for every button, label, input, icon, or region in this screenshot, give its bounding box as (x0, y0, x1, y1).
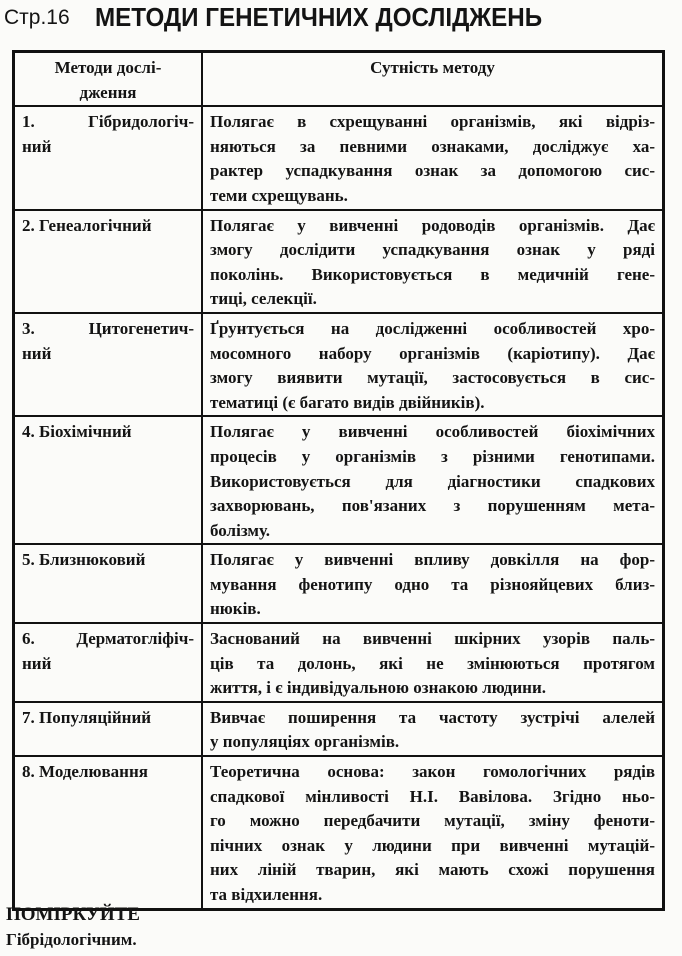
text-line: няються за певними ознаками, досліджує ха- (210, 136, 655, 156)
text-line: 5. Близнюковий (22, 550, 146, 570)
table-row (14, 416, 664, 544)
text-line: у популяціях організмів. (210, 732, 400, 752)
text-line: Вивчає поширення та частоту зустрічі алелей (210, 707, 655, 727)
header-line: дження (79, 82, 137, 102)
text-line: поколінь. Використовується в медичній гене- (210, 264, 655, 284)
table-row (14, 623, 664, 702)
text-line: го можно передбачити мутації, зміну феноти- (210, 811, 655, 831)
text-line: Полягає у вивченні впливу довкілля на фор- (210, 550, 655, 570)
text-line: захворювань, пов'язаних з порушенням мета- (210, 496, 655, 516)
method-essence-cell (202, 544, 664, 623)
table-row (14, 313, 664, 416)
text-line: нюків. (210, 599, 261, 619)
text-line: тематиці (є багато видів двійників). (210, 392, 485, 412)
text-line: 6. Дерматогліфіч- (22, 629, 194, 649)
method-name-cell (14, 210, 203, 313)
text-line: 2. Генеалогічний (22, 215, 152, 235)
text-line: процесів у організмів з різними генотипами. (210, 446, 655, 466)
text-line: мування фенотипу одно та різнояйцевих близ- (210, 574, 655, 594)
text-line: 8. Моделювання (22, 762, 148, 782)
methods-table (12, 50, 665, 911)
table-row (14, 702, 664, 756)
text-line: Полягає у вивченні особливостей біохімічних (210, 422, 655, 442)
method-essence-cell (202, 756, 664, 909)
text-line: Полягає у вивченні родоводів організмів. Дає (210, 215, 655, 235)
text-line: 1. Гібридологіч- (22, 112, 194, 132)
method-essence-cell (202, 106, 664, 209)
method-essence-cell (202, 416, 664, 544)
text-line: Полягає в схрещуванні організмів, які відріз- (210, 112, 655, 132)
text-line: теми схрещувань. (210, 185, 348, 205)
think-heading: ПОМІРКУЙТЕ (6, 904, 140, 925)
method-name-cell (14, 544, 203, 623)
text-line: Ґрунтується на дослідженні особливостей хро- (210, 318, 655, 338)
method-name-cell (14, 623, 203, 702)
method-essence-cell (202, 210, 664, 313)
header-line: Сутність методу (370, 58, 495, 77)
method-essence-cell (202, 313, 664, 416)
text-line: 3. Цитогенетич- (22, 318, 194, 338)
text-line: пічних ознак у людини при вивченні мутацій- (210, 835, 655, 855)
think-answer: Гібрідологічним. (6, 930, 137, 949)
method-name-cell (14, 416, 203, 544)
method-name-cell (14, 313, 203, 416)
header-essence (202, 52, 664, 107)
text-line: змогу виявити мутації, застосовується в сис- (210, 368, 655, 388)
text-line: тиці, селекції. (210, 289, 317, 309)
text-line: 4. Біохімічний (22, 422, 132, 442)
text-line: ний (22, 653, 52, 673)
method-name-cell (14, 106, 203, 209)
header-methods (14, 52, 203, 107)
table-row (14, 210, 664, 313)
page-title: МЕТОДИ ГЕНЕТИЧНИХ ДОСЛІДЖЕНЬ (95, 2, 543, 32)
page-number: Стр.16 (4, 6, 70, 29)
text-line: життя, і є індивідуальною ознакою людини. (210, 678, 546, 698)
text-line: Теоретична основа: закон гомологічних рядів (210, 762, 655, 782)
text-line: рактер успадкування ознак за допомогою сис- (210, 161, 655, 181)
text-line: ців та долонь, які не змінюються протягом (210, 653, 655, 673)
table-row (14, 106, 664, 209)
text-line: них ліній тварин, які мають схожі порушення (210, 860, 655, 880)
text-line: змогу дослідити успадкування ознак у ряді (210, 240, 655, 260)
text-line: 7. Популяційний (22, 707, 152, 727)
text-line: Заснований на вивченні шкірних узорів паль- (210, 629, 655, 649)
text-line: та відхилення. (210, 885, 323, 904)
text-line: спадкової мінливості Н.І. Вавілова. Згідно ньо- (210, 786, 655, 806)
text-line: Використовується для діагностики спадкових (210, 471, 655, 491)
text-line: мосомного набору організмів (каріотипу). Дає (210, 343, 655, 363)
table-header-row (14, 52, 664, 107)
method-name-cell (14, 756, 203, 909)
method-name-cell (14, 702, 203, 756)
table-row (14, 756, 664, 909)
method-essence-cell (202, 623, 664, 702)
text-line: болізму. (210, 520, 271, 540)
method-essence-cell (202, 702, 664, 756)
header-line: Методи дослі- (54, 58, 162, 77)
text-line: ний (22, 343, 52, 363)
text-line: ний (22, 136, 52, 156)
table-row (14, 544, 664, 623)
